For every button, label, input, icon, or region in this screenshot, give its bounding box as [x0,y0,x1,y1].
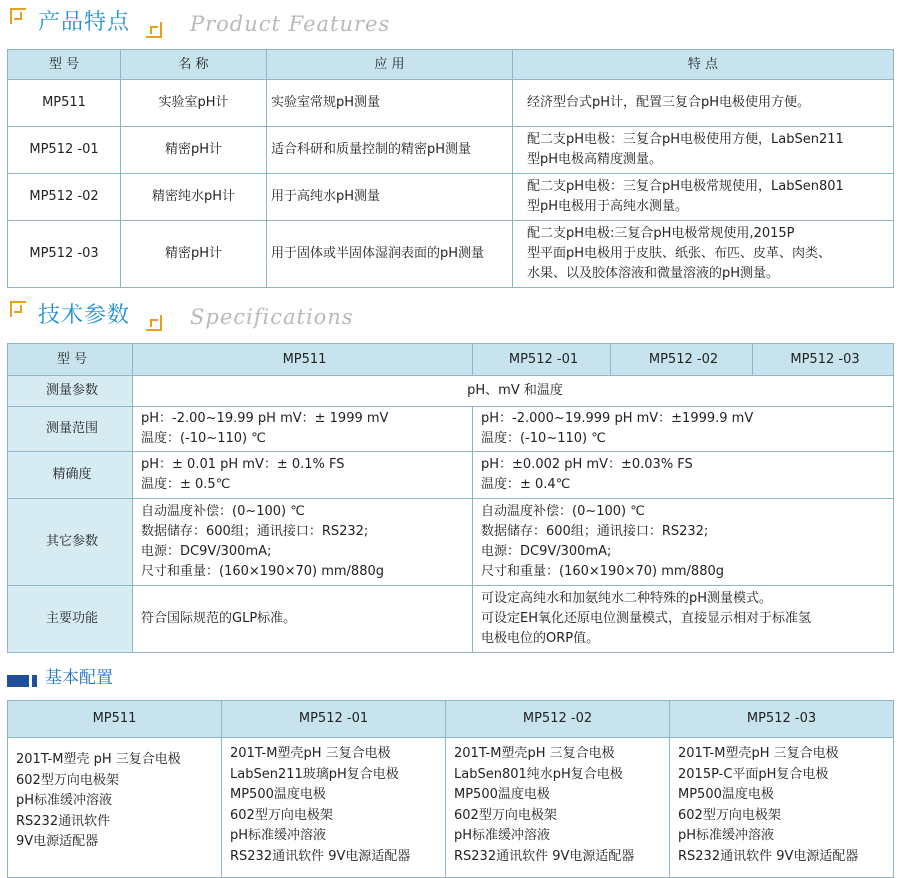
feature-line: 经济型台式pH计，配置三复合pH电极使用方便。 [527,95,811,110]
name-cell: 精密pH计 [121,127,267,174]
header-cell: 型 号 [8,50,121,80]
spec-line: 温度：± 0.4℃ [481,477,571,492]
row-label: 测量参数 [8,376,133,407]
model-cell: MP512 -01 [8,127,121,174]
table-row [8,80,894,127]
heading-title-cn: 技术参数 [38,303,131,328]
config-item: 602型万向电极架 [454,807,557,823]
table-row [8,586,894,653]
specifications-heading [0,299,420,335]
config-item: MP500温度电极 [678,787,774,802]
config-item: RS232通讯软件 9V电源适配器 [454,848,635,864]
feature-line: 水果、以及胶体溶液和微量溶液的pH测量。 [527,266,780,281]
spec-line: 温度：(-10~110) ℃ [141,431,266,446]
spec-line: pH：± 0.01 pH mV：± 0.1% FS [141,457,345,472]
table-row [8,499,894,586]
spec-line: 温度：(-10~110) ℃ [481,431,606,446]
spec-line: pH：-2.00~19.99 pH mV：± 1999 mV [141,411,389,426]
config-item: pH标准缓冲溶液 [454,828,551,843]
feature-line: 型pH电极高精度测量。 [527,152,663,167]
header-cell: 型 号 [8,344,133,376]
table-row [8,174,894,221]
config-list-mp511 [8,738,222,878]
header-cell: MP512 -01 [473,344,611,376]
frame-corner-icon [146,315,162,331]
config-list-mp512-01 [222,738,446,878]
header-cell: 特 点 [513,50,894,80]
mp511-cell [133,586,473,653]
mp512-cell [473,586,894,653]
application-cell: 实验室常规pH测量 [267,80,513,127]
features-table [7,49,894,288]
spec-line: pH：±0.002 pH mV：±0.03% FS [481,457,693,472]
config-item: RS232通讯软件 9V电源适配器 [230,848,411,864]
table-row [8,376,894,407]
config-item: 9V电源适配器 [16,834,99,849]
header-cell: MP512 -01 [222,701,446,738]
mp511-cell [133,499,473,586]
spec-line: 自动温度补偿：(0~100) ℃ [141,504,305,519]
features-cell [513,80,894,127]
name-cell: 精密纯水pH计 [121,174,267,221]
spec-line: 尺寸和重量：(160×190×70) mm/880g [481,564,725,579]
spec-line: 可设定EH氧化还原电位测量模式，直接显示相对于标准氢 [481,611,811,626]
spec-line: pH：-2.000~19.999 pH mV：±1999.9 mV [481,411,754,426]
header-cell: 名 称 [121,50,267,80]
config-list-mp512-03 [670,738,894,878]
config-item: 201T-M塑壳pH 三复合电极 [454,746,615,761]
feature-line: 型平面pH电极用于皮肤、纸张、布匹、皮革、肉类、 [527,246,832,261]
config-item: MP500温度电极 [230,787,326,802]
spec-line: 自动温度补偿：(0~100) ℃ [481,504,645,519]
product-features-heading [0,6,420,42]
config-item: LabSen801纯水pH复合电极 [454,766,623,782]
mp512-cell [473,407,894,452]
config-item: LabSen211玻璃pH复合电极 [230,766,399,782]
row-label: 测量范围 [8,407,133,452]
header-cell: MP512 -03 [670,701,894,738]
heading-title-cn: 产品特点 [38,10,131,35]
mp511-cell [133,452,473,499]
spec-line: 温度：± 0.5℃ [141,477,231,492]
config-item: RS232通讯软件 [16,813,111,829]
frame-corner-icon [146,22,162,38]
header-cell: 应 用 [267,50,513,80]
table-header-row [8,701,894,738]
frame-corner-icon [10,301,26,317]
heading-bar-icon [7,675,29,687]
config-table [7,700,894,878]
config-item: pH标准缓冲溶液 [16,793,113,808]
spec-line: 符合国际规范的GLP标准。 [141,611,297,626]
table-row [8,407,894,452]
spec-line: 数据储存：600组；通讯接口：RS232; [481,524,709,539]
mp512-cell [473,499,894,586]
spec-line: 电源：DC9V/300mA; [141,544,272,559]
config-item: MP500温度电极 [454,787,550,802]
frame-corner-icon [10,8,26,24]
config-item: pH标准缓冲溶液 [230,828,327,843]
features-cell [513,221,894,288]
application-cell: 用于固体或半固体湿润表面的pH测量 [267,221,513,288]
feature-line: 配二支pH电极：三复合pH电极使用方便，LabSen211 [527,132,844,147]
model-cell: MP512 -03 [8,221,121,288]
feature-line: 型pH电极用于高纯水测量。 [527,199,689,214]
config-item: 602型万向电极架 [230,807,333,823]
features-cell [513,174,894,221]
table-header-row [8,344,894,376]
heading-frame [10,8,162,38]
config-item: 602型万向电极架 [678,807,781,823]
table-header-row [8,50,894,80]
specs-table [7,343,894,653]
application-cell: 适合科研和质量控制的精密pH测量 [267,127,513,174]
row-label: 精确度 [8,452,133,499]
application-cell: 用于高纯水pH测量 [267,174,513,221]
model-cell: MP511 [8,80,121,127]
basic-config-title: 基本配置 [45,668,113,688]
header-cell: MP511 [8,701,222,738]
table-row [8,221,894,288]
mp512-cell [473,452,894,499]
heading-bar-icon [32,675,37,687]
config-item: 201T-M塑壳 pH 三复合电极 [16,752,181,767]
spec-line: 数据储存：600组；通讯接口：RS232; [141,524,369,539]
config-item: 201T-M塑壳pH 三复合电极 [230,746,391,761]
spec-line: 尺寸和重量：(160×190×70) mm/880g [141,564,385,579]
mp511-cell [133,407,473,452]
feature-line: 配二支pH电极：三复合pH电极常规使用，LabSen801 [527,179,844,194]
spec-line: 可设定高纯水和加氨纯水二种特殊的pH测量模式。 [481,591,773,606]
config-item: 602型万向电极架 [16,772,119,788]
row-label: 主要功能 [8,586,133,653]
features-cell [513,127,894,174]
header-cell: MP511 [133,344,473,376]
name-cell: 实验室pH计 [121,80,267,127]
feature-line: 配二支pH电极:三复合pH电极常规使用,2015P [527,226,795,241]
model-cell: MP512 -02 [8,174,121,221]
spec-line: 电极电位的ORP值。 [481,631,600,646]
config-item: 201T-M塑壳pH 三复合电极 [678,746,839,761]
merged-cell: pH、mV 和温度 [133,376,894,407]
spec-line: 电源：DC9V/300mA; [481,544,612,559]
heading-title-en: Product Features [190,12,391,36]
config-item: 2015P-C平面pH复合电极 [678,766,829,782]
header-cell: MP512 -03 [753,344,894,376]
table-row [8,127,894,174]
table-row [8,738,894,878]
header-cell: MP512 -02 [446,701,670,738]
config-item: pH标准缓冲溶液 [678,828,775,843]
config-item: RS232通讯软件 9V电源适配器 [678,848,859,864]
header-cell: MP512 -02 [611,344,753,376]
heading-frame [10,301,162,331]
config-list-mp512-02 [446,738,670,878]
row-label: 其它参数 [8,499,133,586]
heading-title-en: Specifications [190,305,354,329]
table-row [8,452,894,499]
name-cell: 精密pH计 [121,221,267,288]
